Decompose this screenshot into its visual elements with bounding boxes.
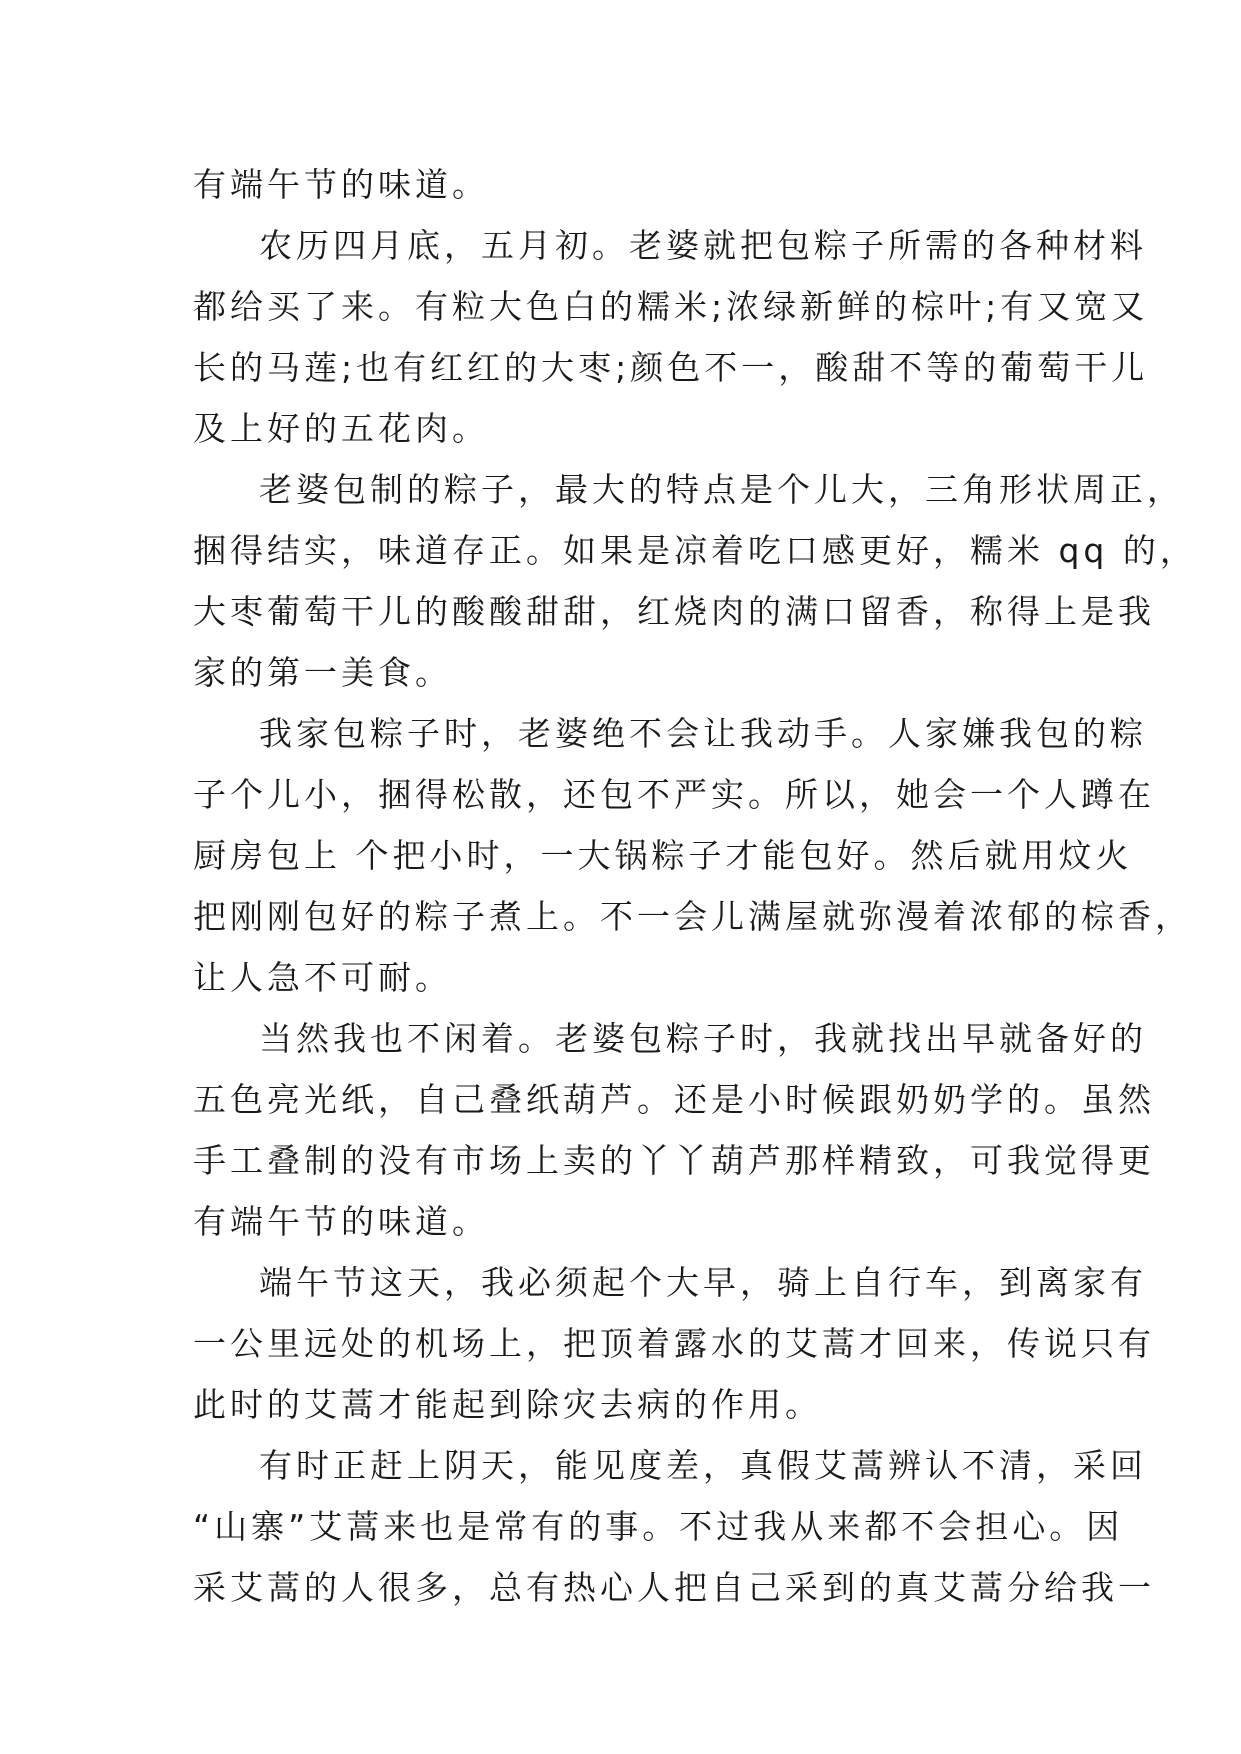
text-line: 厨房包上 个把小时，一大锅粽子才能包好。然后就用炆火 (193, 836, 1133, 875)
text-line: 有端午节的味道。 (193, 1202, 489, 1241)
text-line: 长的马莲;也有红红的大枣;颜色不一，酸甜不等的葡萄干儿 (193, 348, 1149, 387)
text-line: “山寨”艾蒿来也是常有的事。不过我从来都不会担心。因 (193, 1507, 1124, 1546)
text-line: 把刚刚包好的粽子煮上。不一会儿满屋就弥漫着浓郁的棕香， (193, 897, 1192, 936)
text-line: 农历四月底，五月初。老婆就把包粽子所需的各种材料 (259, 226, 1147, 265)
text-line: 都给买了来。有粒大色白的糯米;浓绿新鲜的棕叶;有又宽又 (193, 287, 1149, 326)
text-line: 当然我也不闲着。老婆包粽子时，我就找出早就备好的 (259, 1019, 1147, 1058)
text-line: 五色亮光纸，自己叠纸葫芦。还是小时候跟奶奶学的。虽然 (193, 1080, 1155, 1119)
text-line: 及上好的五花肉。 (193, 409, 489, 448)
text-line: 子个儿小，捆得松散，还包不严实。所以，她会一个人蹲在 (193, 775, 1155, 814)
text-line: 采艾蒿的人很多，总有热心人把自己采到的真艾蒿分给我一 (193, 1568, 1155, 1607)
text-line: 手工叠制的没有市场上卖的丫丫葫芦那样精致，可我觉得更 (193, 1141, 1155, 1180)
text-line: 有时正赶上阴天，能见度差，真假艾蒿辨认不清，采回 (259, 1446, 1147, 1485)
text-line: 让人急不可耐。 (193, 958, 452, 997)
text-line: 大枣葡萄干儿的酸酸甜甜，红烧肉的满口留香，称得上是我 (193, 592, 1155, 631)
text-line: 一公里远处的机场上，把顶着露水的艾蒿才回来，传说只有 (193, 1324, 1155, 1363)
text-line: 老婆包制的粽子，最大的特点是个儿大，三角形状周正， (259, 470, 1184, 509)
text-line: 端午节这天，我必须起个大早，骑上自行车，到离家有 (259, 1263, 1147, 1302)
body-text (193, 154, 1197, 1618)
text-line: 家的第一美食。 (193, 653, 452, 692)
text-line: 此时的艾蒿才能起到除灾去病的作用。 (193, 1385, 822, 1424)
text-line: 捆得结实，味道存正。如果是凉着吃口感更好，糯米 qq 的， (193, 531, 1197, 570)
text-line: 有端午节的味道。 (193, 165, 489, 204)
text-line: 我家包粽子时，老婆绝不会让我动手。人家嫌我包的粽 (259, 714, 1147, 753)
